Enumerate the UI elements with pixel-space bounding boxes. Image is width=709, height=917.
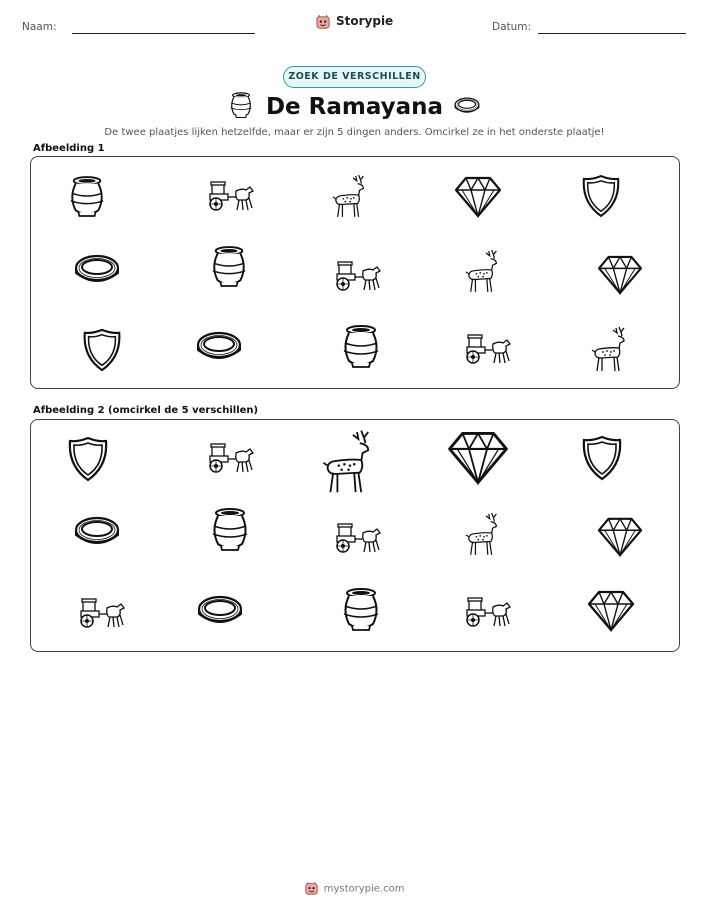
deer-icon (465, 509, 503, 557)
pot-icon (210, 245, 248, 289)
ring-icon (74, 253, 120, 287)
pot-icon (210, 508, 250, 552)
chariot-icon (208, 179, 256, 213)
footer (0, 882, 709, 895)
date-line[interactable] (538, 33, 686, 34)
pot-icon (341, 325, 381, 369)
activity-badge: ZOEK DE VERSCHILLEN (283, 66, 426, 88)
chariot-icon (335, 259, 383, 293)
deer-icon (332, 171, 370, 219)
name-label: Naam: (22, 21, 57, 33)
deer-icon (322, 425, 378, 495)
chariot-icon (335, 521, 383, 555)
shield-icon (82, 328, 122, 372)
chariot-icon (208, 441, 256, 475)
date-label: Datum: (492, 21, 532, 33)
chariot-icon (465, 332, 513, 366)
shield-icon (582, 173, 620, 219)
deer-icon (465, 246, 503, 294)
diamond-icon (447, 430, 509, 486)
panel2-label: Afbeelding 2 (omcirkel de 5 verschillen) (33, 405, 259, 416)
brand-name: Storypie (335, 14, 394, 28)
chariot-icon (79, 596, 127, 630)
pot-icon (68, 176, 106, 218)
picture-panel-1 (30, 156, 680, 389)
brand-logo (0, 14, 709, 29)
diamond-icon (587, 590, 635, 632)
ring-title-icon (454, 96, 480, 116)
chariot-icon (465, 595, 513, 629)
instructions: De twee plaatjes lijken hetzelfde, maar er zijn 5 dingen anders. Omcirkel ze in het onderste plaatje! (104, 127, 605, 138)
panel1-label: Afbeelding 1 (33, 143, 105, 154)
shield-icon (582, 435, 622, 481)
pot-icon (341, 588, 381, 632)
name-line[interactable] (72, 33, 255, 34)
footer-url[interactable]: mystorypie.com (323, 883, 405, 895)
page-title: De Ramayana (265, 94, 444, 120)
ring-icon (197, 594, 243, 628)
picture-panel-2 (30, 419, 680, 652)
diamond-icon (597, 255, 643, 295)
diamond-icon (454, 176, 502, 218)
ring-icon (196, 330, 242, 364)
diamond-icon (597, 516, 643, 558)
storypie-logo-icon (316, 15, 330, 29)
storypie-footer-logo-icon (305, 882, 318, 895)
ring-icon (74, 515, 120, 549)
deer-icon (591, 323, 631, 373)
shield-icon (68, 436, 108, 482)
